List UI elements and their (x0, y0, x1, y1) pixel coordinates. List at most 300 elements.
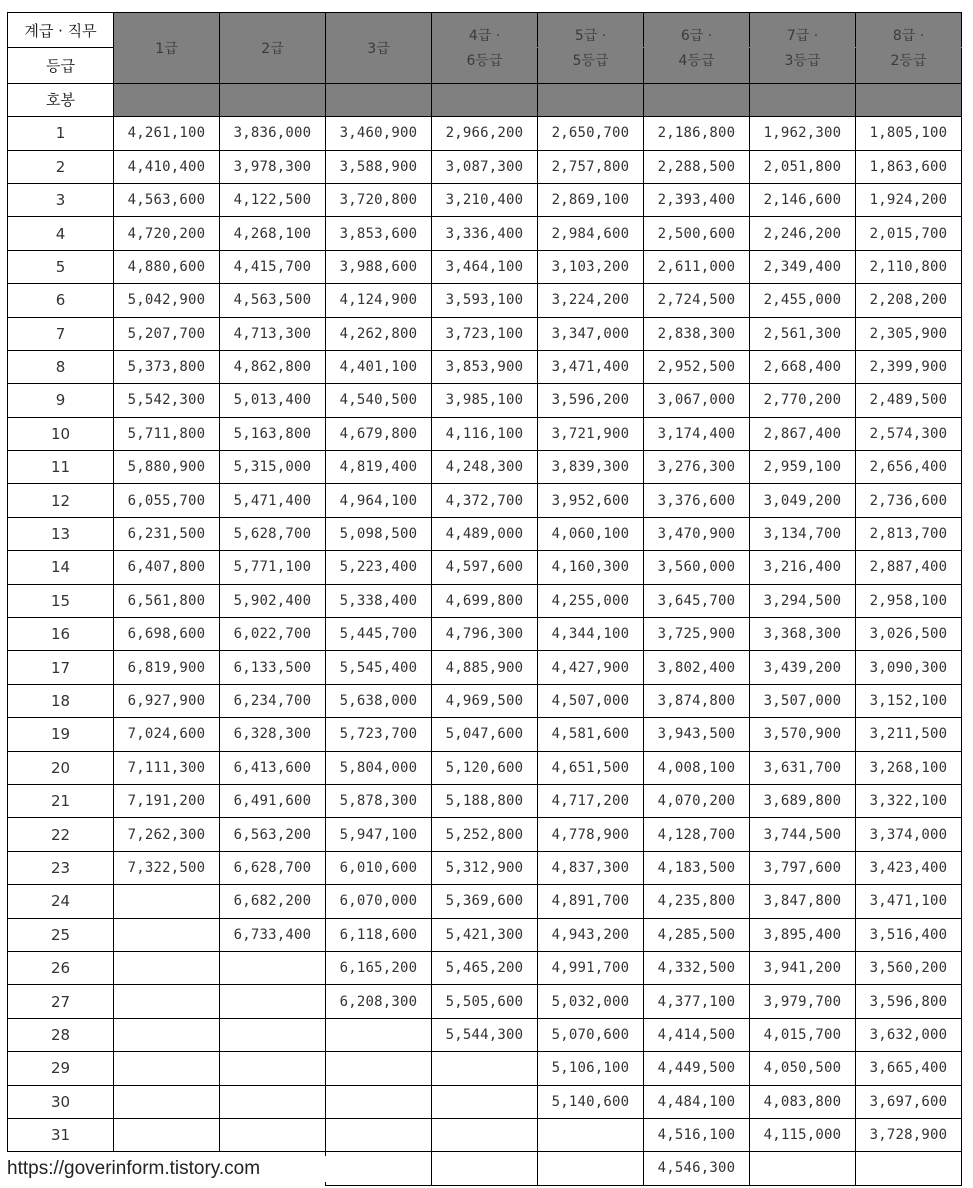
salary-cell: 2,867,400 (750, 417, 856, 450)
salary-cell: 7,262,300 (114, 818, 220, 851)
salary-cell: 4,679,800 (326, 417, 432, 450)
salary-cell: 5,878,300 (326, 784, 432, 817)
table-row (8, 350, 962, 383)
grade-header-bottom: 5등급 (538, 48, 644, 83)
salary-cell (114, 1018, 220, 1051)
salary-cell: 3,847,800 (750, 885, 856, 918)
corner-label-rank: 계급 · 직무 (8, 13, 114, 48)
table-row (8, 417, 962, 450)
salary-cell: 2,489,500 (856, 384, 962, 417)
salary-cell: 6,563,200 (220, 818, 326, 851)
salary-cell: 3,560,200 (856, 951, 962, 984)
salary-table (7, 12, 962, 1186)
grade-header-blank (432, 83, 538, 116)
salary-cell: 2,305,900 (856, 317, 962, 350)
salary-cell: 5,315,000 (220, 451, 326, 484)
salary-cell: 3,952,600 (538, 484, 644, 517)
table-row (8, 484, 962, 517)
grade-header-blank (538, 83, 644, 116)
salary-cell: 6,234,700 (220, 684, 326, 717)
salary-cell (114, 918, 220, 951)
salary-cell: 3,026,500 (856, 618, 962, 651)
salary-cell: 5,771,100 (220, 551, 326, 584)
salary-cell: 2,668,400 (750, 350, 856, 383)
salary-cell: 4,255,000 (538, 584, 644, 617)
salary-cell: 3,470,900 (644, 517, 750, 550)
salary-cell: 4,819,400 (326, 451, 432, 484)
table-row (8, 718, 962, 751)
salary-cell: 3,464,100 (432, 250, 538, 283)
salary-cell: 4,235,800 (644, 885, 750, 918)
salary-cell: 3,631,700 (750, 751, 856, 784)
salary-cell: 3,471,100 (856, 885, 962, 918)
salary-cell: 3,224,200 (538, 284, 644, 317)
salary-cell: 5,723,700 (326, 718, 432, 751)
salary-cell: 6,819,900 (114, 651, 220, 684)
salary-cell: 4,837,300 (538, 851, 644, 884)
salary-cell: 4,160,300 (538, 551, 644, 584)
salary-cell (750, 1152, 856, 1185)
salary-cell: 4,563,500 (220, 284, 326, 317)
salary-cell: 2,959,100 (750, 451, 856, 484)
salary-cell: 4,484,100 (644, 1085, 750, 1118)
table-row (8, 551, 962, 584)
step-cell: 31 (8, 1118, 114, 1151)
salary-cell: 6,208,300 (326, 985, 432, 1018)
salary-cell: 3,560,000 (644, 551, 750, 584)
step-cell: 7 (8, 317, 114, 350)
salary-cell: 2,736,600 (856, 484, 962, 517)
salary-cell: 4,862,800 (220, 350, 326, 383)
salary-cell: 4,546,300 (644, 1152, 750, 1185)
step-cell: 23 (8, 851, 114, 884)
salary-cell: 3,460,900 (326, 117, 432, 150)
salary-cell: 2,561,300 (750, 317, 856, 350)
salary-cell: 6,133,500 (220, 651, 326, 684)
table-row (8, 584, 962, 617)
salary-cell: 3,471,400 (538, 350, 644, 383)
salary-cell: 4,372,700 (432, 484, 538, 517)
step-cell: 29 (8, 1052, 114, 1085)
salary-cell: 5,628,700 (220, 517, 326, 550)
salary-cell (220, 1085, 326, 1118)
salary-cell: 6,682,200 (220, 885, 326, 918)
step-cell: 13 (8, 517, 114, 550)
step-cell: 19 (8, 718, 114, 751)
salary-cell: 4,122,500 (220, 183, 326, 216)
salary-cell: 4,507,000 (538, 684, 644, 717)
grade-header-top: 6급 · (644, 13, 750, 48)
table-row (8, 1085, 962, 1118)
salary-cell (432, 1118, 538, 1151)
grade-header-blank (644, 83, 750, 116)
table-row (8, 384, 962, 417)
salary-cell: 2,966,200 (432, 117, 538, 150)
salary-cell: 3,087,300 (432, 150, 538, 183)
grade-header-top: 8급 · (856, 13, 962, 48)
salary-cell: 3,276,300 (644, 451, 750, 484)
salary-cell: 3,874,800 (644, 684, 750, 717)
salary-cell (114, 885, 220, 918)
salary-cell: 4,597,600 (432, 551, 538, 584)
salary-cell: 7,024,600 (114, 718, 220, 751)
salary-cell: 2,984,600 (538, 217, 644, 250)
header-row-1 (8, 13, 962, 48)
grade-header-top: 7급 · (750, 13, 856, 48)
salary-cell: 3,978,300 (220, 150, 326, 183)
grade-header-blank (856, 83, 962, 116)
corner-label-step: 호봉 (8, 83, 114, 116)
salary-cell (114, 951, 220, 984)
salary-cell: 3,720,800 (326, 183, 432, 216)
salary-cell: 4,262,800 (326, 317, 432, 350)
salary-cell: 3,836,000 (220, 117, 326, 150)
salary-cell: 4,778,900 (538, 818, 644, 851)
salary-cell: 4,410,400 (114, 150, 220, 183)
salary-cell: 3,268,100 (856, 751, 962, 784)
salary-cell: 3,596,800 (856, 985, 962, 1018)
salary-cell: 2,869,100 (538, 183, 644, 216)
salary-cell: 6,628,700 (220, 851, 326, 884)
salary-cell (220, 951, 326, 984)
salary-cell: 4,563,600 (114, 183, 220, 216)
salary-cell: 7,111,300 (114, 751, 220, 784)
salary-cell: 4,699,800 (432, 584, 538, 617)
salary-cell: 3,423,400 (856, 851, 962, 884)
salary-cell: 5,223,400 (326, 551, 432, 584)
salary-cell: 5,338,400 (326, 584, 432, 617)
salary-cell: 6,231,500 (114, 517, 220, 550)
grade-header-blank (326, 83, 432, 116)
step-cell: 30 (8, 1085, 114, 1118)
salary-cell (326, 1018, 432, 1051)
salary-cell (856, 1152, 962, 1185)
grade-header-top: 5급 · (538, 13, 644, 48)
salary-cell: 4,060,100 (538, 517, 644, 550)
salary-cell: 6,055,700 (114, 484, 220, 517)
salary-cell: 3,376,600 (644, 484, 750, 517)
salary-cell: 3,645,700 (644, 584, 750, 617)
salary-cell: 2,952,500 (644, 350, 750, 383)
salary-cell: 3,067,000 (644, 384, 750, 417)
salary-cell: 4,415,700 (220, 250, 326, 283)
table-row (8, 684, 962, 717)
salary-cell: 5,947,100 (326, 818, 432, 851)
salary-cell: 4,332,500 (644, 951, 750, 984)
salary-cell: 6,698,600 (114, 618, 220, 651)
salary-cell: 6,491,600 (220, 784, 326, 817)
grade-header-top: 4급 · (432, 13, 538, 48)
grade-header-bottom: 2등급 (856, 48, 962, 83)
salary-cell: 4,943,200 (538, 918, 644, 951)
step-cell: 20 (8, 751, 114, 784)
salary-cell (432, 1152, 538, 1185)
salary-cell: 3,294,500 (750, 584, 856, 617)
salary-cell (538, 1118, 644, 1151)
table-row (8, 517, 962, 550)
salary-cell: 5,032,000 (538, 985, 644, 1018)
salary-cell: 4,885,900 (432, 651, 538, 684)
salary-cell: 1,805,100 (856, 117, 962, 150)
salary-cell: 4,261,100 (114, 117, 220, 150)
salary-cell: 4,128,700 (644, 818, 750, 851)
table-row (8, 284, 962, 317)
salary-cell: 3,853,600 (326, 217, 432, 250)
salary-cell: 2,656,400 (856, 451, 962, 484)
salary-cell: 4,489,000 (432, 517, 538, 550)
salary-cell: 4,427,900 (538, 651, 644, 684)
grade-header-blank (114, 83, 220, 116)
salary-cell: 5,207,700 (114, 317, 220, 350)
salary-cell: 5,188,800 (432, 784, 538, 817)
salary-cell: 5,369,600 (432, 885, 538, 918)
salary-cell: 3,665,400 (856, 1052, 962, 1085)
step-cell: 5 (8, 250, 114, 283)
salary-cell: 2,724,500 (644, 284, 750, 317)
salary-cell: 4,796,300 (432, 618, 538, 651)
salary-cell: 3,090,300 (856, 651, 962, 684)
salary-cell: 4,124,900 (326, 284, 432, 317)
step-cell: 26 (8, 951, 114, 984)
salary-cell: 5,804,000 (326, 751, 432, 784)
salary-cell (220, 1118, 326, 1151)
salary-cell: 4,581,600 (538, 718, 644, 751)
salary-cell: 6,010,600 (326, 851, 432, 884)
step-cell: 8 (8, 350, 114, 383)
salary-cell: 3,593,100 (432, 284, 538, 317)
salary-cell: 5,047,600 (432, 718, 538, 751)
salary-cell: 2,574,300 (856, 417, 962, 450)
salary-cell: 3,439,200 (750, 651, 856, 684)
step-cell: 28 (8, 1018, 114, 1051)
salary-cell: 4,720,200 (114, 217, 220, 250)
step-cell: 24 (8, 885, 114, 918)
salary-cell: 2,208,200 (856, 284, 962, 317)
salary-cell: 6,733,400 (220, 918, 326, 951)
table-row (8, 317, 962, 350)
step-cell: 17 (8, 651, 114, 684)
table-row (8, 150, 962, 183)
salary-cell: 2,349,400 (750, 250, 856, 283)
salary-cell: 5,252,800 (432, 818, 538, 851)
watermark-url: https://goverinform.tistory.com (6, 1156, 327, 1182)
salary-cell: 3,985,100 (432, 384, 538, 417)
salary-cell (538, 1152, 644, 1185)
salary-cell: 5,542,300 (114, 384, 220, 417)
salary-cell: 5,042,900 (114, 284, 220, 317)
table-row (8, 985, 962, 1018)
salary-cell: 3,725,900 (644, 618, 750, 651)
salary-cell: 4,050,500 (750, 1052, 856, 1085)
salary-cell: 5,445,700 (326, 618, 432, 651)
salary-cell: 2,246,200 (750, 217, 856, 250)
salary-cell: 6,413,600 (220, 751, 326, 784)
salary-cell: 4,713,300 (220, 317, 326, 350)
step-cell: 25 (8, 918, 114, 951)
table-row (8, 183, 962, 216)
salary-cell: 5,106,100 (538, 1052, 644, 1085)
salary-cell: 3,211,500 (856, 718, 962, 751)
salary-cell: 3,174,400 (644, 417, 750, 450)
salary-cell: 5,163,800 (220, 417, 326, 450)
salary-cell: 3,723,100 (432, 317, 538, 350)
salary-cell (326, 1118, 432, 1151)
step-cell: 4 (8, 217, 114, 250)
step-cell: 14 (8, 551, 114, 584)
salary-cell: 4,880,600 (114, 250, 220, 283)
table-row (8, 217, 962, 250)
grade-header: 3급 (326, 13, 432, 84)
salary-cell: 4,083,800 (750, 1085, 856, 1118)
salary-cell: 5,312,900 (432, 851, 538, 884)
salary-cell (220, 1052, 326, 1085)
grade-header-bottom: 4등급 (644, 48, 750, 83)
salary-cell: 5,120,600 (432, 751, 538, 784)
table-row (8, 651, 962, 684)
table-row (8, 1018, 962, 1051)
table-row (8, 1052, 962, 1085)
step-cell: 27 (8, 985, 114, 1018)
salary-cell: 2,051,800 (750, 150, 856, 183)
step-cell: 16 (8, 618, 114, 651)
salary-cell (220, 1018, 326, 1051)
salary-cell: 4,964,100 (326, 484, 432, 517)
table-row (8, 250, 962, 283)
salary-cell: 3,632,000 (856, 1018, 962, 1051)
salary-cell: 3,943,500 (644, 718, 750, 751)
salary-cell: 5,638,000 (326, 684, 432, 717)
salary-cell (326, 1152, 432, 1185)
salary-cell: 5,471,400 (220, 484, 326, 517)
salary-cell: 6,328,300 (220, 718, 326, 751)
salary-cell: 6,165,200 (326, 951, 432, 984)
salary-cell: 3,374,000 (856, 818, 962, 851)
table-row (8, 885, 962, 918)
salary-cell: 6,927,900 (114, 684, 220, 717)
salary-cell (432, 1052, 538, 1085)
salary-cell: 3,588,900 (326, 150, 432, 183)
salary-cell: 1,962,300 (750, 117, 856, 150)
salary-cell (326, 1052, 432, 1085)
salary-cell: 4,449,500 (644, 1052, 750, 1085)
table-row (8, 1118, 962, 1151)
salary-cell: 4,717,200 (538, 784, 644, 817)
salary-cell: 3,570,900 (750, 718, 856, 751)
salary-cell: 3,979,700 (750, 985, 856, 1018)
salary-cell: 3,368,300 (750, 618, 856, 651)
salary-cell: 2,399,900 (856, 350, 962, 383)
salary-cell: 2,393,400 (644, 183, 750, 216)
grade-header: 2급 (220, 13, 326, 84)
salary-cell: 7,322,500 (114, 851, 220, 884)
step-cell: 1 (8, 117, 114, 150)
salary-cell: 4,401,100 (326, 350, 432, 383)
salary-cell: 6,070,000 (326, 885, 432, 918)
salary-cell: 2,288,500 (644, 150, 750, 183)
salary-cell: 3,210,400 (432, 183, 538, 216)
step-cell: 6 (8, 284, 114, 317)
salary-cell: 3,744,500 (750, 818, 856, 851)
salary-cell: 4,115,000 (750, 1118, 856, 1151)
salary-cell: 3,721,900 (538, 417, 644, 450)
salary-cell: 6,022,700 (220, 618, 326, 651)
table-row (8, 618, 962, 651)
salary-cell: 2,611,000 (644, 250, 750, 283)
salary-cell: 3,347,000 (538, 317, 644, 350)
grade-header-bottom: 3등급 (750, 48, 856, 83)
salary-cell: 3,802,400 (644, 651, 750, 684)
salary-cell (432, 1085, 538, 1118)
salary-cell: 4,248,300 (432, 451, 538, 484)
salary-cell: 3,322,100 (856, 784, 962, 817)
step-cell: 9 (8, 384, 114, 417)
step-cell: 10 (8, 417, 114, 450)
salary-cell: 2,650,700 (538, 117, 644, 150)
salary-cell: 2,958,100 (856, 584, 962, 617)
salary-cell: 3,507,000 (750, 684, 856, 717)
salary-cell: 4,891,700 (538, 885, 644, 918)
grade-header-blank (220, 83, 326, 116)
salary-cell: 5,465,200 (432, 951, 538, 984)
salary-cell (114, 1052, 220, 1085)
salary-cell: 4,540,500 (326, 384, 432, 417)
salary-cell: 3,049,200 (750, 484, 856, 517)
salary-cell: 5,545,400 (326, 651, 432, 684)
table-row (8, 951, 962, 984)
salary-cell: 3,797,600 (750, 851, 856, 884)
salary-cell: 2,838,300 (644, 317, 750, 350)
salary-cell: 4,377,100 (644, 985, 750, 1018)
step-cell: 18 (8, 684, 114, 717)
salary-cell: 3,596,200 (538, 384, 644, 417)
salary-cell: 2,813,700 (856, 517, 962, 550)
grade-header-blank (750, 83, 856, 116)
step-cell: 22 (8, 818, 114, 851)
salary-cell: 2,455,000 (750, 284, 856, 317)
salary-cell: 5,544,300 (432, 1018, 538, 1051)
salary-cell: 4,183,500 (644, 851, 750, 884)
salary-cell: 4,285,500 (644, 918, 750, 951)
table-row (8, 918, 962, 951)
salary-cell: 2,887,400 (856, 551, 962, 584)
header-row-3 (8, 83, 962, 116)
salary-cell: 5,373,800 (114, 350, 220, 383)
step-cell: 21 (8, 784, 114, 817)
salary-cell (114, 1118, 220, 1151)
step-cell: 3 (8, 183, 114, 216)
salary-cell: 4,070,200 (644, 784, 750, 817)
salary-cell: 5,421,300 (432, 918, 538, 951)
salary-cell: 4,116,100 (432, 417, 538, 450)
salary-cell: 3,134,700 (750, 517, 856, 550)
step-cell: 15 (8, 584, 114, 617)
salary-cell: 3,336,400 (432, 217, 538, 250)
salary-cell: 3,103,200 (538, 250, 644, 283)
salary-cell: 7,191,200 (114, 784, 220, 817)
salary-cell: 5,711,800 (114, 417, 220, 450)
salary-cell: 2,500,600 (644, 217, 750, 250)
salary-cell (114, 1085, 220, 1118)
corner-label-grade: 등급 (8, 48, 114, 83)
table-row (8, 117, 962, 150)
salary-cell: 3,941,200 (750, 951, 856, 984)
salary-cell: 4,991,700 (538, 951, 644, 984)
step-cell: 2 (8, 150, 114, 183)
grade-header-bottom: 6등급 (432, 48, 538, 83)
step-cell: 12 (8, 484, 114, 517)
salary-cell: 6,118,600 (326, 918, 432, 951)
salary-cell: 3,152,100 (856, 684, 962, 717)
